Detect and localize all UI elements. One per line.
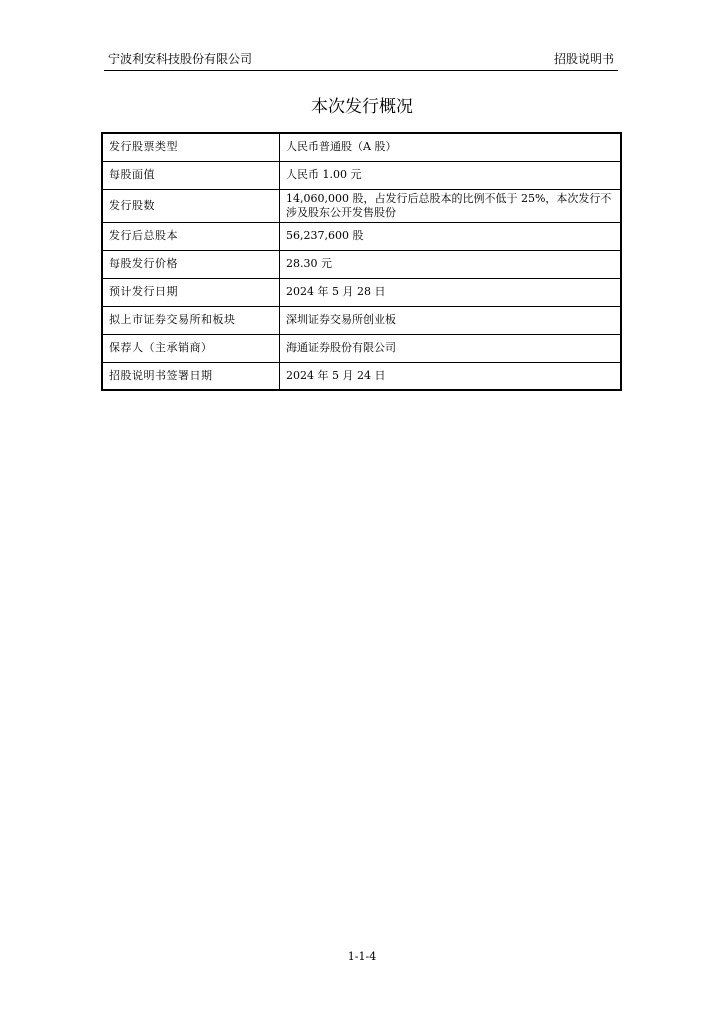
row-label: 招股说明书签署日期 xyxy=(102,362,280,390)
row-label: 预计发行日期 xyxy=(102,278,280,306)
table-row xyxy=(102,278,621,306)
table-row xyxy=(102,250,621,278)
row-label: 拟上市证券交易所和板块 xyxy=(102,306,280,334)
page-title: 本次发行概况 xyxy=(311,97,413,117)
row-value: 56,237,600 股 xyxy=(280,222,622,250)
row-value: 人民币 1.00 元 xyxy=(280,161,622,189)
table-row xyxy=(102,334,621,362)
table-row xyxy=(102,362,621,390)
row-label: 每股发行价格 xyxy=(102,250,280,278)
row-label: 保荐人（主承销商） xyxy=(102,334,280,362)
header-document-type: 招股说明书 xyxy=(553,52,614,66)
page-number: 1-1-4 xyxy=(347,950,377,963)
table-row xyxy=(102,161,621,189)
header-company-name: 宁波利安科技股份有限公司 xyxy=(108,52,253,66)
row-value: 人民币普通股（A 股） xyxy=(280,133,622,161)
row-label: 每股面值 xyxy=(102,161,280,189)
table-row xyxy=(102,222,621,250)
row-value: 14,060,000 股，占发行后总股本的比例不低于 25%，本次发行不涉及股东公开发售股份 xyxy=(280,189,622,222)
row-value: 海通证券股份有限公司 xyxy=(280,334,622,362)
table-row xyxy=(102,133,621,161)
table-row xyxy=(102,306,621,334)
offering-overview-table xyxy=(101,132,622,391)
row-value: 2024 年 5 月 24 日 xyxy=(280,362,622,390)
row-label: 发行后总股本 xyxy=(102,222,280,250)
row-value: 28.30 元 xyxy=(280,250,622,278)
table-row xyxy=(102,189,621,222)
row-label: 发行股票类型 xyxy=(102,133,280,161)
page-header xyxy=(104,52,618,71)
row-label: 发行股数 xyxy=(102,189,280,222)
row-value: 深圳证券交易所创业板 xyxy=(280,306,622,334)
row-value: 2024 年 5 月 28 日 xyxy=(280,278,622,306)
